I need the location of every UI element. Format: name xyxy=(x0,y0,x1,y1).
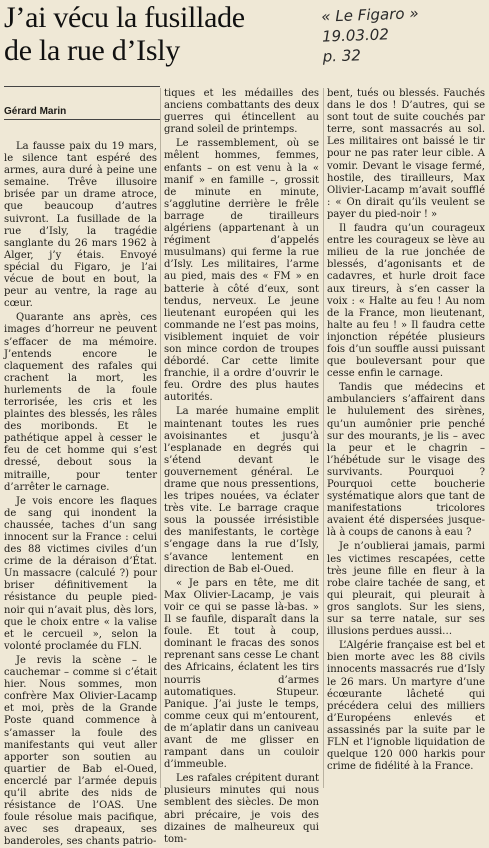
handwritten-source: « Le Figaro » xyxy=(321,4,419,26)
paragraph: Le rassemblement, où se mêlent hommes, femmes, enfants – on est venu à la « manif » en famille –, grossit de minute en minute, s’agglutine derrière le frêle barrage de tirailleurs algériens (appartenant à un régiment d’appelés musulmans) qui ferme la rue d’Isly. Les militaires, l’arme au pied, mais des « FM » en batterie à côté d’eux, sont tendus, nerveux. Le jeune lieutenant européen qui les commande ne l’est pas moins, visiblement inquiet de voir son mince cordon de troupes débordé. Car cette limite franchie, il a ordre d’ouvrir le feu. Ordre des plus hautes autorités. xyxy=(164,138,319,404)
paragraph: Les rafales crépitent durant plusieurs minutes qui nous semblent des siècles. De mon abri précaire, je vois des dizaines de malheureux qui tom- xyxy=(164,773,319,845)
paragraph: La marée humaine emplit maintenant toutes les rues avoisinantes et jusqu’à l’esplanade en degrés qui s’étend devant le gouvernement général. Le drame que nous pressentions, les tripes nouées, va éclater très vite. Le barrage craque sous la poussée irrésistible des manifestants, le cortège s’engage dans la rue d’Isly, s’avance lentement en direction de Bab el-Oued. xyxy=(164,406,319,575)
handwritten-date: 19.03.02 xyxy=(321,25,390,46)
paragraph: Tandis que médecins et ambulanciers s’affairent dans le hululement des sirènes, qu’un aumônier prie penché sur des mourants, je lis – avec la peur et le chagrin – l’hébétude sur le visage des survivants. Pourquoi ? Pourquoi cette boucherie systématique alors que tant de manifestations tricolores avaient été dispersées jusque-là à coups de canons à eau ? xyxy=(327,382,485,539)
paragraph: tiques et les médailles des anciens combattants des deux guerres qui étincellent au grand soleil de printemps. xyxy=(164,88,319,136)
paragraph: Il faudra qu’un courageux entre les courageux se lève au milieu de la rue jonchée de blessés, d’agonisants et de cadavres, et hurle droit face aux tireurs, à s’en casser la voix : « Halte au feu ! Au nom de la France, mon lieutenant, halte au feu ! » Il faudra cette injonction répétée plusieurs fois d’un souffle aussi puissant que bouleversant pour que cesse enfin le carnage. xyxy=(327,223,485,380)
handwritten-page: p. 32 xyxy=(322,46,362,66)
byline-rule xyxy=(4,119,160,120)
article-headline xyxy=(4,1,334,67)
paragraph: La fausse paix du 19 mars, le silence tant espéré des armes, aura duré à peine une semaine. Trêve illusoire brisée par un drame atroce, que beaucoup d’autres suivront. La fusillade de la rue d’Isly, la tragédie sanglante du 26 mars 1962 à Alger, j’y étais. Envoyé spécial du Figaro, je l’ai vécue de bout en bout, la peur au ventre, la rage au cœur. xyxy=(4,141,157,310)
author-byline: Gérard Marin xyxy=(4,106,67,117)
paragraph: Je vois encore les flaques de sang qui inondent la chaussée, taches d’un sang innocent sur la France : celui des 88 victimes civiles d’un crime de la déraison d’État. Un massacre (calculé ?) pour briser définitivement la résistance du peuple pied-noir qui n’avait plus, dès lors, que le choix entre « la valise et le cercueil », selon la volonté proclamée du FLN. xyxy=(4,495,157,652)
paragraph: Je n’oublierai jamais, parmi les victimes rescapées, cette très jeune fille en fleur à la robe claire tachée de sang, et qui pleurait, qui pleurait à gros sanglots. Sur les siens, sur sa terre natale, sur ses illusions perdues aussi… xyxy=(327,541,485,638)
paragraph: « Je pars en tête, me dit Max Olivier-Lacamp, je vais voir ce qui se passe là-bas. » Il se faufile, disparaît dans la foule. Et tout à coup, dominant le fracas des sonos reprenant sans cesse Le chant des Africains, éclatent les tirs nourris d’armes automatiques. Stupeur. Panique. J’ai juste le temps, comme ceux qui m’entourent, de m’aplatir dans un caniveau avant de me glisser en rampant dans un couloir d’immeuble. xyxy=(164,577,319,771)
headline-line-1: J’ai vécu la fusillade xyxy=(4,1,245,34)
article-column-2 xyxy=(164,88,319,845)
headline-line-2: de la rue d’Isly xyxy=(4,34,180,67)
handwritten-annotation xyxy=(321,1,473,66)
paragraph: Quarante ans après, ces images d’horreur ne peuvent s’effacer de ma mémoire. J’entends encore le claquement des rafales qui crachent la mort, les hurlements de la foule terrorisée, les cris et les plaintes des blessés, les râles des moribonds. Et le pathétique appel à cesser le feu de cet homme qui s’est dressé, debout sous la mitraille, pour tenter d’arrêter le carnage. xyxy=(4,312,157,493)
top-rule xyxy=(4,86,160,87)
paragraph: Je revis la scène – le cauchemar – comme si c’était hier. Nous sommes, mon confrère Max Olivier-Lacamp et moi, près de la Grande Poste quand commence à s’amasser la foule des manifestants qui veut aller apporter son soutien au quartier de Bab el-Oued, encerclé par l’armée depuis qu’il abrite des nids de résistance de l’OAS. Une foule résolue mais pacifique, avec ses drapeaux, ses banderoles, ses chants patrio- xyxy=(4,654,157,848)
article-column-3 xyxy=(327,88,485,791)
article-column-1 xyxy=(4,141,157,848)
paragraph: bent, tués ou blessés. Fauchés dans le dos ! D’autres, qui se sont tout de suite couchés par terre, sont massacrés au sol. Les militaires ont baissé le tir pour ne pas rater leur cible. A vomir. Devant le visage fermé, hostile, des tirailleurs, Max Olivier-Lacamp m’avait soufflé : « On dirait qu’ils veulent se payer du pied-noir ! » xyxy=(327,88,485,220)
paragraph: L’Algérie française est bel et bien morte avec les 88 civils innocents massacrés rue d’Isly le 26 mars. Un martyre d’une écœurante lâcheté qui précédera celui des milliers d’Européens enlevés et assassinés par la suite par le FLN et l’ignoble liquidation de quelque 120 000 harkis pour crime de fidélité à la France. xyxy=(327,640,485,773)
column-divider xyxy=(323,88,324,788)
column-divider xyxy=(160,88,161,788)
